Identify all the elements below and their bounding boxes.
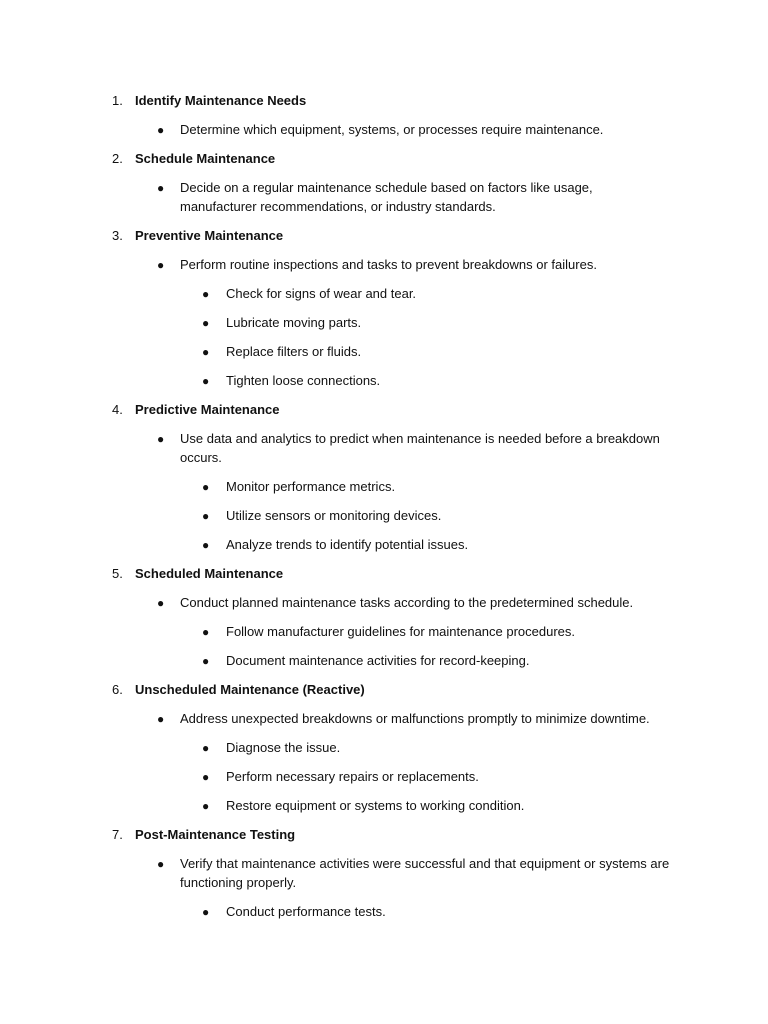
bullet-icon: ● — [202, 799, 210, 813]
sub-list-item — [0, 650, 768, 679]
section-title: Post-Maintenance Testing — [135, 827, 296, 842]
sub-list-item-text: Document maintenance activities for record-keeping. — [226, 653, 530, 668]
section-title: Scheduled Maintenance — [135, 566, 284, 581]
section-number: 5. — [112, 566, 123, 581]
list-section-4 — [0, 399, 768, 563]
sub-list-item-text: Tighten loose connections. — [226, 373, 381, 388]
sub-list-item-text: Analyze trends to identify potential issues. — [226, 537, 469, 552]
section-title: Predictive Maintenance — [135, 402, 280, 417]
bullet-icon: ● — [157, 432, 165, 446]
sub-list-item — [0, 341, 768, 370]
list-item — [0, 119, 768, 148]
sub-list-item-text: Utilize sensors or monitoring devices. — [226, 508, 442, 523]
list-item — [0, 708, 768, 737]
section-heading — [0, 679, 768, 708]
sub-list-item — [0, 505, 768, 534]
sub-list-item-text: Replace filters or fluids. — [226, 344, 362, 359]
section-heading — [0, 824, 768, 853]
sub-list-item-text: Lubricate moving parts. — [226, 315, 362, 330]
list-item — [0, 592, 768, 621]
document-body — [0, 90, 768, 930]
sub-list-item-text: Restore equipment or systems to working condition. — [226, 798, 525, 813]
bullet-icon: ● — [202, 316, 210, 330]
sub-list-item — [0, 901, 768, 930]
list-item-text: Address unexpected breakdowns or malfunctions promptly to minimize downtime. — [180, 711, 650, 726]
list-item-text: Perform routine inspections and tasks to prevent breakdowns or failures. — [180, 257, 597, 272]
bullet-icon: ● — [202, 287, 210, 301]
section-title: Schedule Maintenance — [135, 151, 276, 166]
section-number: 4. — [112, 402, 123, 417]
bullet-icon: ● — [202, 374, 210, 388]
list-item-text: Decide on a regular maintenance schedule based on factors like usage, manufacturer recommendations, or industry standards. — [180, 180, 593, 214]
bullet-icon: ● — [202, 905, 210, 919]
bullet-icon: ● — [202, 741, 210, 755]
list-item — [0, 254, 768, 283]
section-number: 7. — [112, 827, 123, 842]
sub-list-item — [0, 621, 768, 650]
sub-list-item — [0, 795, 768, 824]
bullet-icon: ● — [202, 770, 210, 784]
list-section-3 — [0, 225, 768, 399]
list-item-text: Use data and analytics to predict when maintenance is needed before a breakdown occurs. — [180, 431, 660, 465]
bullet-icon: ● — [157, 181, 165, 195]
section-number: 3. — [112, 228, 123, 243]
section-number: 6. — [112, 682, 123, 697]
section-heading — [0, 563, 768, 592]
section-title: Preventive Maintenance — [135, 228, 284, 243]
section-title: Identify Maintenance Needs — [135, 93, 307, 108]
list-item — [0, 853, 768, 901]
list-item-text: Determine which equipment, systems, or processes require maintenance. — [180, 122, 604, 137]
bullet-icon: ● — [157, 596, 165, 610]
section-number: 2. — [112, 151, 123, 166]
sub-list-item-text: Conduct performance tests. — [226, 904, 386, 919]
list-item — [0, 428, 768, 476]
list-section-1 — [0, 90, 768, 148]
bullet-icon: ● — [157, 258, 165, 272]
bullet-icon: ● — [202, 625, 210, 639]
sub-list-item — [0, 766, 768, 795]
sub-list-item-text: Diagnose the issue. — [226, 740, 341, 755]
sub-list-item-text: Monitor performance metrics. — [226, 479, 396, 494]
sub-list-item — [0, 476, 768, 505]
list-section-7 — [0, 824, 768, 930]
sub-list-item-text: Perform necessary repairs or replacements. — [226, 769, 479, 784]
section-heading — [0, 399, 768, 428]
section-heading — [0, 225, 768, 254]
bullet-icon: ● — [157, 123, 165, 137]
bullet-icon: ● — [157, 712, 165, 726]
bullet-icon: ● — [202, 538, 210, 552]
section-title: Unscheduled Maintenance (Reactive) — [135, 682, 365, 697]
section-heading — [0, 90, 768, 119]
bullet-icon: ● — [202, 480, 210, 494]
bullet-icon: ● — [202, 345, 210, 359]
sub-list-item — [0, 283, 768, 312]
sub-list-item — [0, 312, 768, 341]
sub-list-item — [0, 370, 768, 399]
section-number: 1. — [112, 93, 123, 108]
list-item — [0, 177, 768, 225]
list-item-text: Verify that maintenance activities were successful and that equipment or systems are functioning properly. — [180, 856, 670, 890]
bullet-icon: ● — [202, 654, 210, 668]
bullet-icon: ● — [157, 857, 165, 871]
sub-list-item-text: Follow manufacturer guidelines for maintenance procedures. — [226, 624, 576, 639]
list-item-text: Conduct planned maintenance tasks according to the predetermined schedule. — [180, 595, 634, 610]
list-section-2 — [0, 148, 768, 225]
section-heading — [0, 148, 768, 177]
list-section-5 — [0, 563, 768, 679]
list-section-6 — [0, 679, 768, 824]
sub-list-item — [0, 737, 768, 766]
sub-list-item-text: Check for signs of wear and tear. — [226, 286, 417, 301]
sub-list-item — [0, 534, 768, 563]
bullet-icon: ● — [202, 509, 210, 523]
